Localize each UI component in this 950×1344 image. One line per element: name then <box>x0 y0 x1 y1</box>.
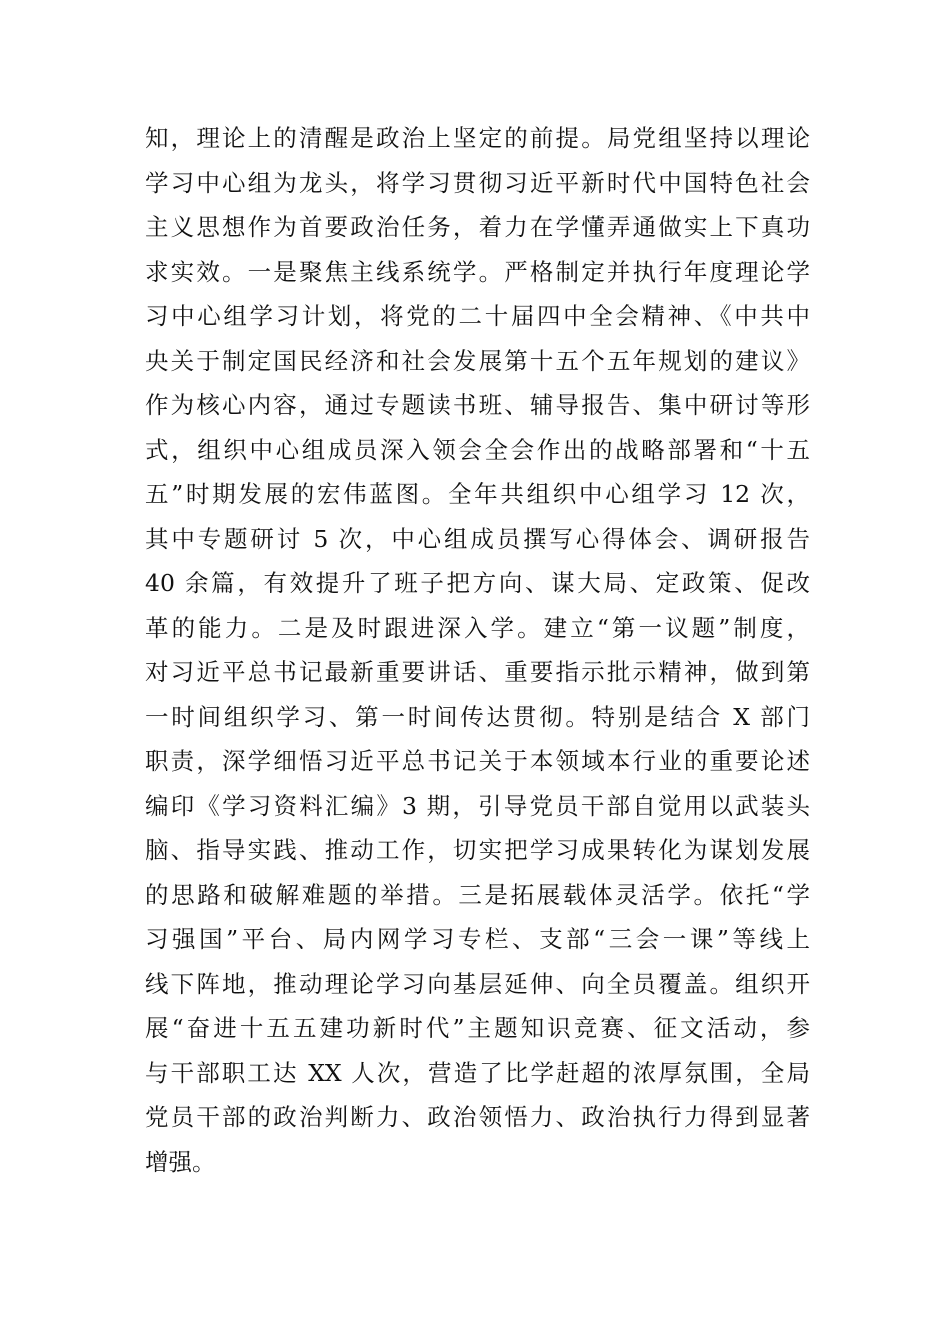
text-line: 一时间组织学习、第一时间传达贯彻。特别是结合 X 部门 <box>145 702 810 731</box>
body-paragraph <box>145 116 810 1184</box>
text-line: 职责，深学细悟习近平总书记关于本领域本行业的重要论述 <box>145 747 810 775</box>
text-line: 其中专题研讨 5 次，中心组成员撰写心得体会、调研报告 <box>145 524 810 553</box>
text-line: 展“奋进十五五建功新时代”主题知识竞赛、征文活动，参 <box>145 1014 810 1042</box>
text-line: 作为核心内容，通过专题读书班、辅导报告、集中研讨等形 <box>145 391 810 419</box>
text-line: 习强国”平台、局内网学习专栏、支部“三会一课”等线上 <box>145 925 810 953</box>
text-line: 与干部职工达 XX 人次，营造了比学赶超的浓厚氛围，全局 <box>145 1058 810 1087</box>
text-line: 习中心组学习计划，将党的二十届四中全会精神、《中共中 <box>145 302 810 330</box>
text-line: 五”时期发展的宏伟蓝图。全年共组织中心组学习 12 次， <box>145 480 810 508</box>
text-line: 编印《学习资料汇编》3 期，引导党员干部自觉用以武装头 <box>145 791 810 820</box>
text-line-last: 增强。 <box>145 1147 216 1176</box>
text-line: 央关于制定国民经济和社会发展第十五个五年规划的建议》 <box>145 346 810 375</box>
text-line: 学习中心组为龙头，将学习贯彻习近平新时代中国特色社会 <box>145 168 810 197</box>
text-line: 知，理论上的清醒是政治上坚定的前提。局党组坚持以理论 <box>145 124 810 152</box>
text-line: 党员干部的政治判断力、政治领悟力、政治执行力得到显著 <box>145 1103 810 1131</box>
text-line: 式，组织中心组成员深入领会全会作出的战略部署和“十五 <box>145 435 810 464</box>
text-line: 40 余篇，有效提升了班子把方向、谋大局、定政策、促改 <box>145 569 810 597</box>
text-line: 主义思想作为首要政治任务，着力在学懂弄通做实上下真功 <box>145 213 810 241</box>
text-line: 线下阵地，推动理论学习向基层延伸、向全员覆盖。组织开 <box>145 969 810 998</box>
text-line: 求实效。一是聚焦主线系统学。严格制定并执行年度理论学 <box>145 257 810 286</box>
text-line: 的思路和破解难题的举措。三是拓展载体灵活学。依托“学 <box>145 880 810 909</box>
text-line: 革的能力。二是及时跟进深入学。建立“第一议题”制度， <box>145 613 810 642</box>
text-line: 对习近平总书记最新重要讲话、重要指示批示精神，做到第 <box>145 658 810 686</box>
text-line: 脑、指导实践、推动工作，切实把学习成果转化为谋划发展 <box>145 836 810 864</box>
